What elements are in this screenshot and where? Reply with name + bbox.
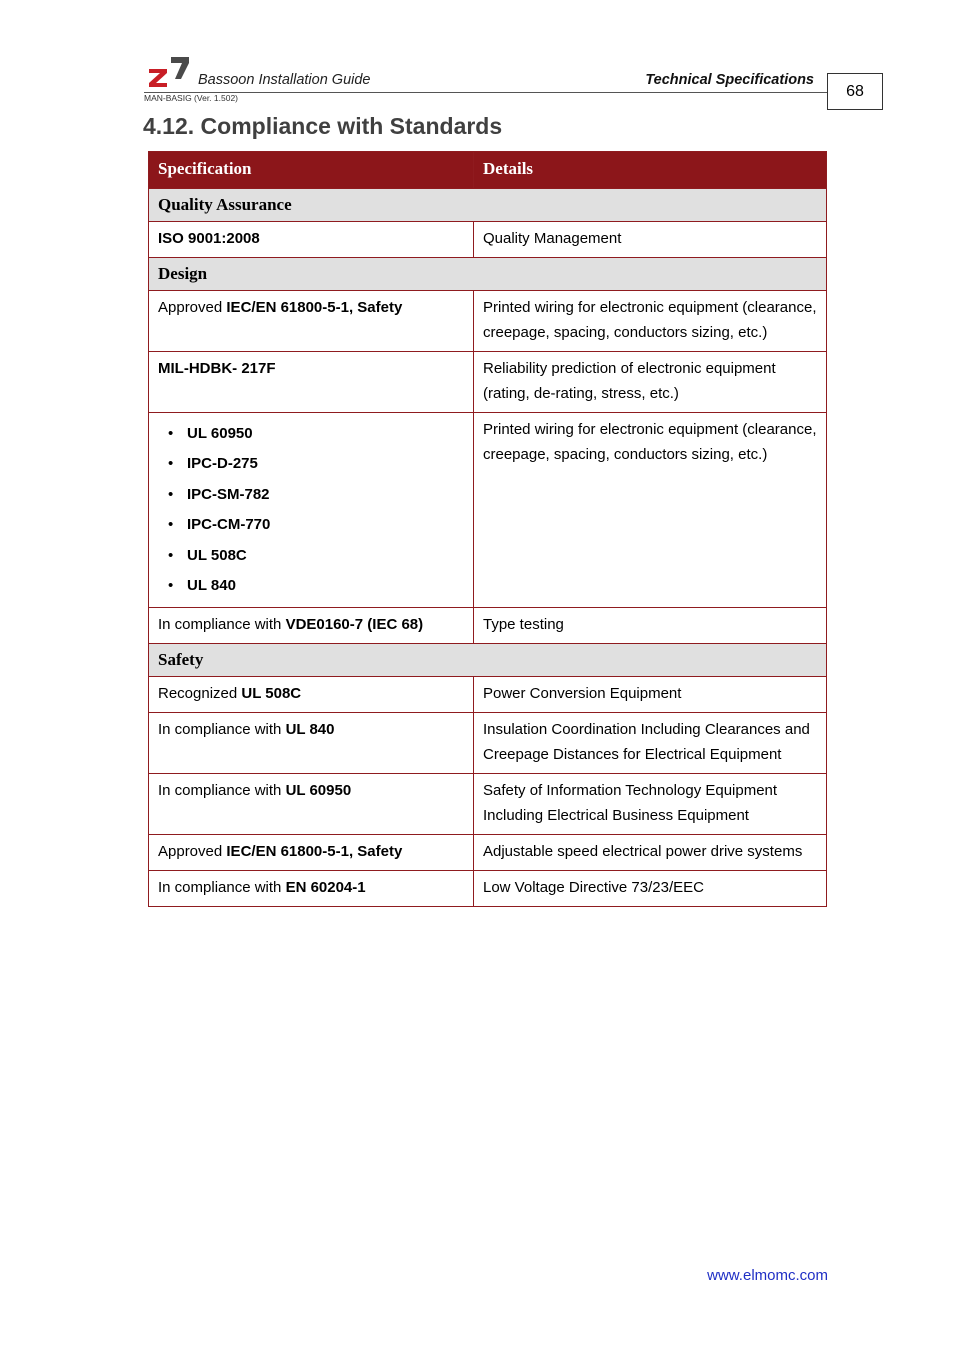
- table-header-row: [149, 152, 827, 189]
- group-row-design: [149, 258, 827, 291]
- spec-bold: IEC/EN 61800-5-1, Safety: [226, 843, 403, 861]
- spec-cell: [149, 677, 474, 713]
- spec-prefix: In compliance with: [158, 782, 286, 800]
- spec-cell: [149, 774, 474, 835]
- details-cell: Quality Management: [474, 222, 827, 258]
- details-cell: Reliability prediction of electronic equipment (rating, de-rating, stress, etc.): [474, 352, 827, 413]
- standards-list: [158, 419, 464, 601]
- group-label: Quality Assurance: [149, 189, 827, 222]
- details-cell: Adjustable speed electrical power drive systems: [474, 835, 827, 871]
- spec-bold: VDE0160-7 (IEC 68): [285, 616, 424, 634]
- table-row: [149, 871, 827, 907]
- compliance-table: [148, 151, 827, 907]
- spec-cell: [149, 835, 474, 871]
- details-cell: Printed wiring for electronic equipment (clearance, creepage, spacing, conductors sizing, etc.): [474, 413, 827, 608]
- group-row-quality: [149, 189, 827, 222]
- spec-bold: UL 508C: [241, 685, 302, 703]
- spec-bold: UL 60950: [285, 782, 352, 800]
- spec-cell: [149, 871, 474, 907]
- table-row: [149, 608, 827, 644]
- document-code: MAN-BASIG (Ver. 1.502): [144, 93, 239, 103]
- section-header: Technical Specifications: [645, 72, 814, 88]
- table-row: [149, 413, 827, 608]
- table-row: [149, 835, 827, 871]
- elmo-logo: [147, 57, 191, 87]
- details-cell: Power Conversion Equipment: [474, 677, 827, 713]
- spec-cell: [149, 413, 474, 608]
- spec-bold: IEC/EN 61800-5-1, Safety: [226, 299, 403, 316]
- spec-cell: [149, 352, 474, 413]
- table-row: [149, 291, 827, 352]
- list-item: • UL 60950: [187, 419, 464, 449]
- header-divider: [144, 92, 827, 93]
- spec-bold: UL 840: [285, 721, 335, 739]
- group-label: Design: [149, 258, 827, 291]
- group-row-safety: [149, 644, 827, 677]
- page-number: 68: [827, 73, 883, 110]
- table-row: [149, 352, 827, 413]
- list-item: • IPC-SM-782: [187, 480, 464, 510]
- spec-prefix: Recognized: [158, 685, 242, 703]
- spec-cell: [149, 713, 474, 774]
- list-item: • UL 840: [187, 571, 464, 601]
- details-cell: Low Voltage Directive 73/23/EEC: [474, 871, 827, 907]
- spec-prefix: Approved: [158, 299, 227, 316]
- column-header-details: Details: [474, 152, 827, 189]
- spec-cell: [149, 291, 474, 352]
- spec-prefix: In compliance with: [158, 879, 286, 897]
- table-row: [149, 713, 827, 774]
- details-cell: Insulation Coordination Including Clearances and Creepage Distances for Electrical Equipment: [474, 713, 827, 774]
- table-row: [149, 677, 827, 713]
- list-item: • IPC-CM-770: [187, 510, 464, 540]
- spec-bold: ISO 9001:2008: [158, 230, 260, 247]
- table-row: [149, 774, 827, 835]
- list-item: • UL 508C: [187, 541, 464, 571]
- website-link[interactable]: www.elmomc.com: [707, 1267, 828, 1284]
- spec-bold: EN 60204-1: [285, 879, 366, 897]
- details-cell: Printed wiring for electronic equipment (clearance, creepage, spacing, conductors sizing, etc.): [474, 291, 827, 352]
- details-cell: Type testing: [474, 608, 827, 644]
- spec-prefix: In compliance with: [158, 721, 286, 739]
- details-cell: Safety of Information Technology Equipment Including Electrical Business Equipment: [474, 774, 827, 835]
- section-heading: 4.12. Compliance with Standards: [143, 113, 503, 139]
- group-label: Safety: [149, 644, 827, 677]
- table-row: [149, 222, 827, 258]
- spec-cell: [149, 222, 474, 258]
- list-item: • IPC-D-275: [187, 449, 464, 479]
- spec-prefix: In compliance with: [158, 616, 286, 634]
- column-header-specification: Specification: [149, 152, 474, 189]
- spec-cell: [149, 608, 474, 644]
- spec-prefix: Approved: [158, 843, 227, 861]
- spec-bold: MIL-HDBK- 217F: [158, 360, 276, 377]
- document-title: Bassoon Installation Guide: [198, 72, 371, 88]
